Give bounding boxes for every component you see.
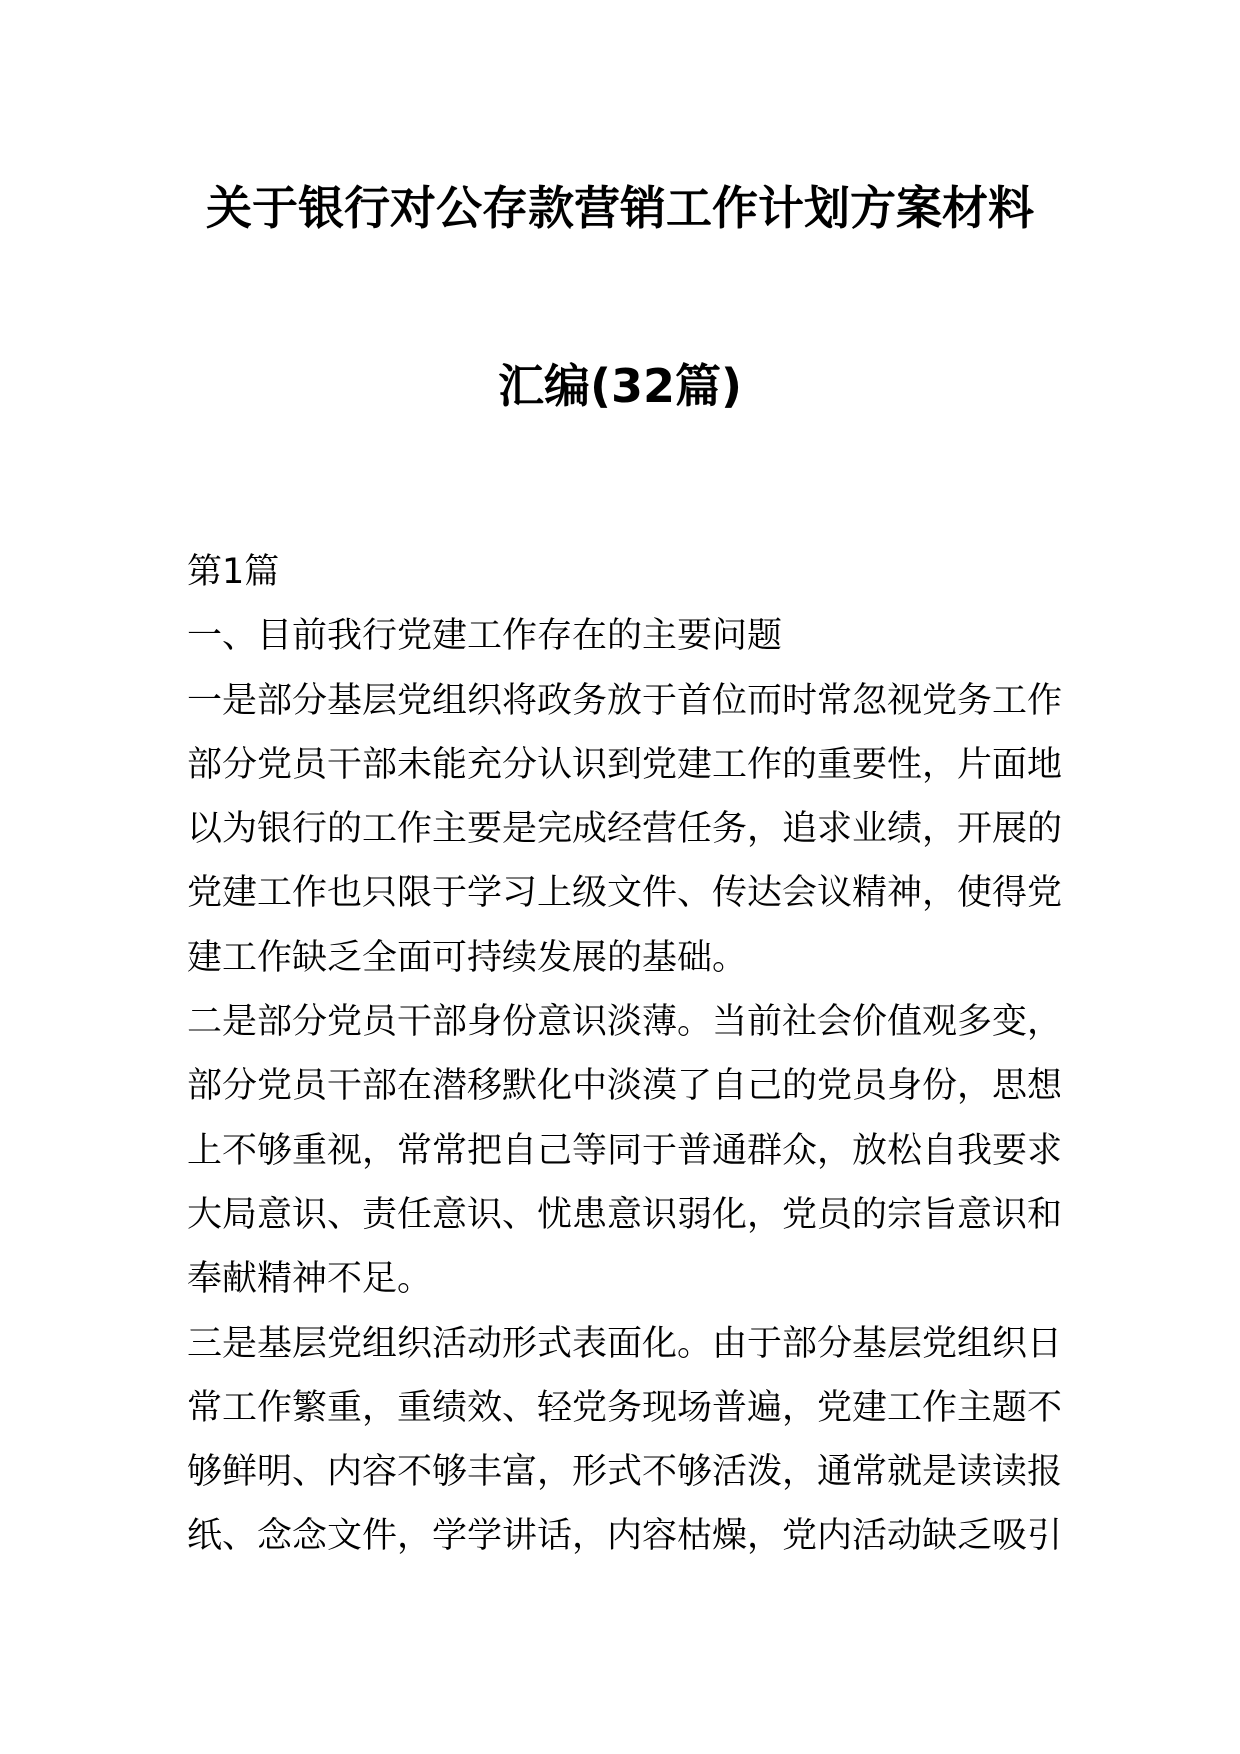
paragraph-line: 部分党员干部未能充分认识到党建工作的重要性，片面地	[187, 744, 1063, 785]
paragraph-line: 以为银行的工作主要是完成经营任务，追求业绩，开展的	[187, 809, 1063, 850]
paragraph-line: 上不够重视，常常把自己等同于普通群众，放松自我要求	[187, 1130, 1063, 1171]
paragraph-line: 二是部分党员干部身份意识淡薄。当前社会价值观多变，	[187, 1002, 1063, 1043]
paragraph-line: 党建工作也只限于学习上级文件、传达会议精神，使得党	[187, 873, 1063, 914]
section-heading: 第1篇	[187, 552, 280, 592]
paragraph-line: 一是部分基层党组织将政务放于首位而时常忽视党务工作	[187, 680, 1063, 721]
document-body	[187, 540, 1063, 1569]
subsection-heading: 一、目前我行党建工作存在的主要问题	[187, 616, 783, 657]
paragraph-line: 大局意识、责任意识、忧患意识弱化，党员的宗旨意识和	[187, 1194, 1063, 1235]
paragraph-line: 常工作繁重，重绩效、轻党务现场普遍，党建工作主题不	[187, 1387, 1063, 1428]
document-title-line-1: 关于银行对公存款营销工作计划方案材料	[206, 181, 1034, 235]
paragraph-line: 够鲜明、内容不够丰富，形式不够活泼，通常就是读读报	[187, 1452, 1063, 1493]
paragraph-line: 奉献精神不足。	[187, 1259, 433, 1300]
paragraph-line: 部分党员干部在潜移默化中淡漠了自己的党员身份，思想	[187, 1066, 1063, 1107]
document-title-line-2: 汇编(32篇)	[497, 359, 743, 413]
paragraph-line: 建工作缺乏全面可持续发展的基础。	[187, 937, 748, 978]
paragraph-line: 纸、念念文件，学学讲话，内容枯燥，党内活动缺乏吸引	[187, 1516, 1063, 1557]
paragraph-line: 三是基层党组织活动形式表面化。由于部分基层党组织日	[187, 1323, 1063, 1364]
